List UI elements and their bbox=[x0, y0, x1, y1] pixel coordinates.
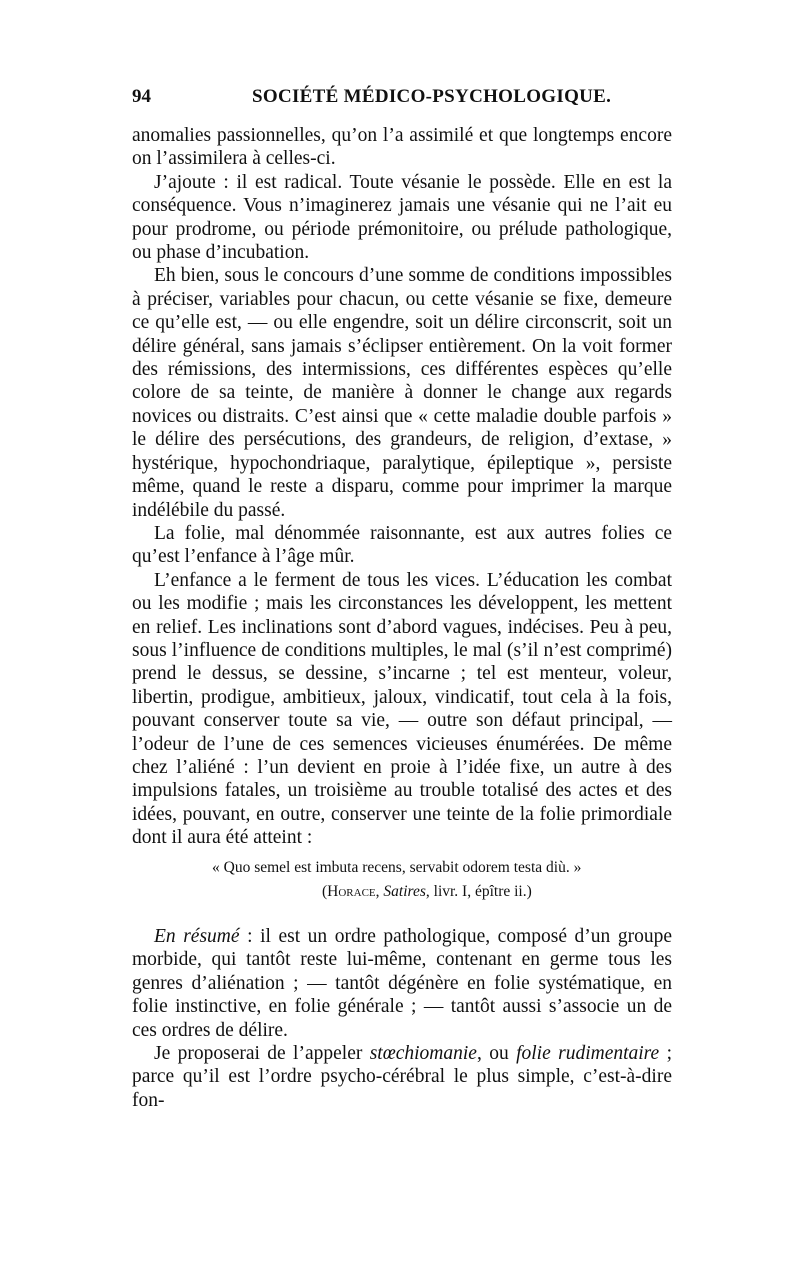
proposal-paragraph bbox=[132, 1042, 672, 1112]
quotation-citation: (Horace, Satires, livr. I, épître ii.) bbox=[322, 883, 532, 900]
term-folie-rudimentaire: folie rudimentaire bbox=[516, 1043, 660, 1065]
summary-paragraph bbox=[132, 925, 672, 1042]
citation-author: Horace bbox=[327, 883, 376, 900]
paragraph: L’enfance a le ferment de tous les vices. L’éducation les combat ou les modifie ; mais les circonstances les développent, les mettent en relief. Les inclinations sont d’abord vagues, indécises. Peu à peu, sous l’influence de conditions multiples, le mal (s’il n’est comprimé) prend le dessus, se dessine, s’incarne ; tel est menteur, voleur, libertin, prodigue, ambitieux, jaloux, vindicatif, tout cela à la fois, pouvant conserver toute sa vie, — outre son défaut principal, — l’odeur de l’une de ces semences vicieuses énumérées. De même chez l’aliéné : l’un devient en proie à l’idée fixe, un autre à des impulsions fatales, un troisième au trouble totalisé des actes et des idées, pouvant, en outre, conserver une teinte de la folie primordiale dont il aura été atteint : bbox=[132, 569, 672, 849]
citation-work: Satires bbox=[383, 883, 426, 900]
body-text bbox=[132, 124, 672, 850]
paragraph-continuation: anomalies passionnelles, qu’on l’a assimilé et que longtemps encore on l’assimilera à celles-ci. bbox=[132, 125, 672, 170]
proposal-lead: Je proposerai de l’appeler bbox=[154, 1043, 370, 1065]
summary-label: En résumé bbox=[154, 926, 240, 947]
proposal-mid: , ou bbox=[476, 1043, 517, 1065]
body-text-continued bbox=[132, 925, 672, 1112]
page-header bbox=[132, 86, 672, 110]
running-head: SOCIÉTÉ MÉDICO-PSYCHOLOGIQUE. bbox=[252, 86, 612, 107]
term-stoechiomanie: stœchiomanie bbox=[369, 1043, 477, 1065]
paragraph: Eh bien, sous le concours d’une somme de conditions impossibles à préciser, variables pour chacun, ou cette vésanie se fixe, demeure ce qu’elle est, — ou elle engendre, soit un délire circonscrit, soit un délire général, sans jamais s’éclipser entièrement. On la voit former des rémissions, des intermissions, ces différentes espèces qu’elle colore de sa teinte, de manière à donner le change aux regards novices ou distraits. C’est ainsi que « cette maladie double parfois » le délire des persécutions, des grandeurs, de religion, d’extase, » hystérique, hypochondriaque, paralytique, épileptique », persiste même, quand le reste a disparu, comme pour imprimer la marque indélébile du passé. bbox=[132, 265, 672, 521]
paragraph: La folie, mal dénommée raisonnante, est aux autres folies ce qu’est l’enfance à l’âge mûr. bbox=[132, 522, 672, 568]
latin-quotation bbox=[132, 856, 672, 904]
page-number: 94 bbox=[132, 86, 151, 107]
proposal-tail: ; parce qu’il est l’ordre psycho-cérébral le plus simple, c’est-à-dire fon- bbox=[132, 1043, 672, 1111]
paragraph: J’ajoute : il est radical. Toute vésanie le possède. Elle en est la conséquence. Vous n’imaginerez jamais une vésanie qui ne l’ait eu pour prodrome, ou période prémonitoire, ou prélude pathologique, ou phase d’incubation. bbox=[132, 171, 672, 264]
summary-text: : il est un ordre pathologique, composé d’un groupe morbide, qui tantôt reste lui-même, contenant en germe tous les genres d’aliénation ; — tantôt dégénère en folie systématique, en folie instinctive, en folie générale ; — tantôt aussi s’associe un de ces ordres de délire. bbox=[132, 926, 672, 1041]
quotation-text: « Quo semel est imbuta recens, servabit odorem testa diù. » bbox=[212, 859, 582, 876]
citation-reference: , livr. I, épître ii.) bbox=[425, 883, 532, 900]
